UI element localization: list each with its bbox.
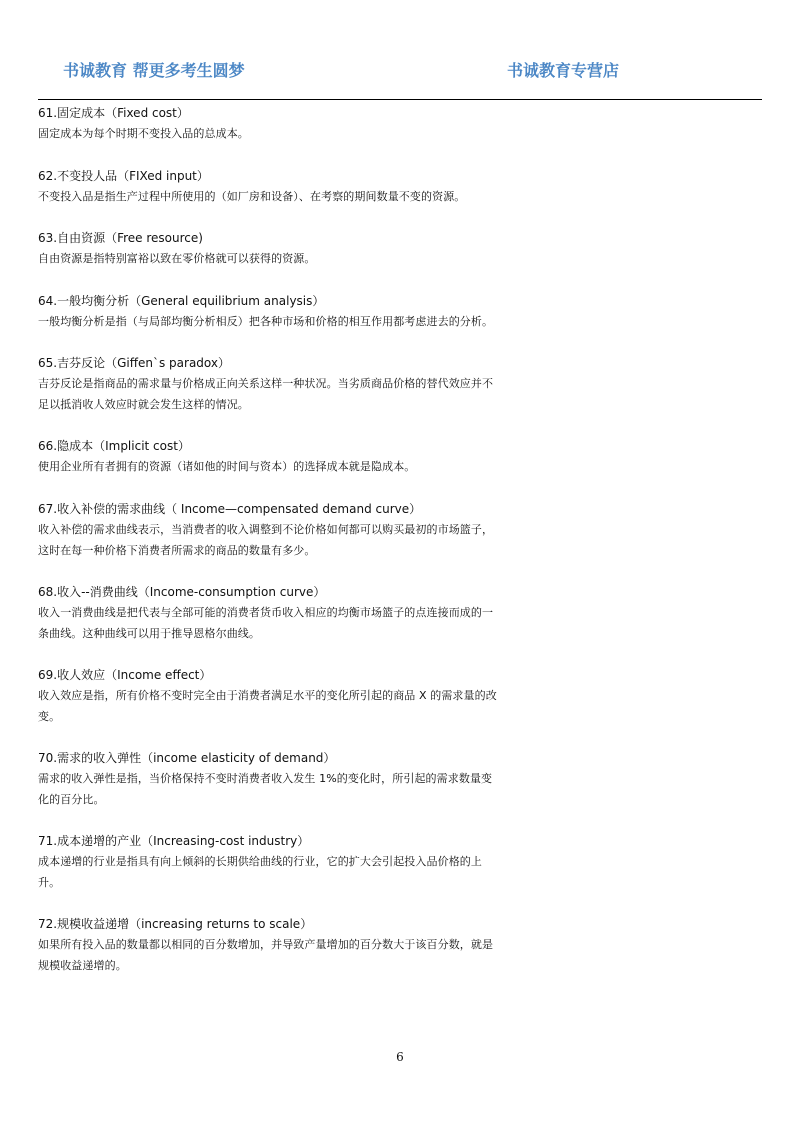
glossary-entries (38, 103, 500, 997)
entry-definition: 成本递增的行业是指具有向上倾斜的长期供给曲线的行业，它的扩大会引起投入品价格的上升。 (38, 855, 482, 889)
entry-title: 71.成本递增的产业（Increasing-cost industry） (38, 834, 310, 848)
glossary-entry-62 (38, 166, 500, 207)
entry-definition: 固定成本为每个时期不变投入品的总成本。 (38, 127, 249, 140)
entry-definition: 不变投入品是指生产过程中所使用的（如厂房和设备）、在考察的期间数量不变的资源。 (38, 190, 466, 203)
page-number: 6 (396, 1050, 404, 1064)
entry-definition: 如果所有投入品的数量都以相同的百分数增加，并导致产量增加的百分数大于该百分数，就是规模收益递增的。 (38, 938, 494, 972)
glossary-entry-69 (38, 665, 500, 727)
entry-definition: 一般均衡分析是指（与局部均衡分析相反）把各种市场和价格的相互作用都考虑进去的分析。 (38, 315, 494, 328)
glossary-entry-72 (38, 914, 500, 976)
entry-title: 63.自由资源（Free resource) (38, 231, 203, 245)
entry-definition: 吉芬反论是指商品的需求量与价格成正向关系这样一种状况。当劣质商品价格的替代效应并不足以抵消收人效应时就会发生这样的情况。 (38, 377, 494, 411)
glossary-entry-63 (38, 228, 500, 269)
glossary-entry-65 (38, 353, 500, 415)
glossary-entry-64 (38, 291, 500, 332)
entry-title: 68.收入--消费曲线（Income-consumption curve） (38, 585, 326, 599)
glossary-entry-71 (38, 831, 500, 893)
glossary-entry-61 (38, 103, 500, 144)
glossary-entry-70 (38, 748, 500, 810)
header-store-name: 书诚教育专营店 (507, 61, 620, 80)
entry-definition: 收入效应是指，所有价格不变时完全由于消费者满足水平的变化所引起的商品 X 的需求量的改变。 (38, 689, 497, 723)
glossary-entry-68 (38, 582, 500, 644)
entry-title: 70.需求的收入弹性（income elasticity of demand） (38, 751, 336, 765)
entry-title: 72.规模收益递增（increasing returns to scale） (38, 917, 313, 931)
entry-title: 65.吉芬反论（Giffen`s paradox） (38, 356, 230, 370)
glossary-entry-67 (38, 499, 500, 561)
entry-definition: 自由资源是指特别富裕以致在零价格就可以获得的资源。 (38, 252, 316, 265)
entry-title: 66.隐成本（Implicit cost） (38, 439, 190, 453)
entry-definition: 使用企业所有者拥有的资源（诸如他的时间与资本）的选择成本就是隐成本。 (38, 460, 416, 473)
entry-definition: 需求的收入弹性是指，当价格保持不变时消费者收入发生 1%的变化时，所引起的需求数量变化的百分比。 (38, 772, 493, 806)
header-divider (38, 99, 762, 100)
entry-definition: 收入补偿的需求曲线表示，当消费者的收入调整到不论价格如何都可以购买最初的市场篮子，这时在每一种价格下消费者所需求的商品的数量有多少。 (38, 523, 494, 557)
glossary-entry-66 (38, 436, 500, 477)
entry-definition: 收入一消费曲线是把代表与全部可能的消费者货币收入相应的均衡市场篮子的点连接而成的一条曲线。这种曲线可以用于推导恩格尔曲线。 (38, 606, 494, 640)
entry-title: 69.收人效应（Income effect） (38, 668, 212, 682)
header-slogan: 书诚教育 帮更多考生圆梦 (63, 61, 245, 80)
entry-title: 62.不变投人品（FIXed input） (38, 169, 209, 183)
entry-title: 64.一般均衡分析（General equilibrium analysis） (38, 294, 325, 308)
entry-title: 61.固定成本（Fixed cost） (38, 106, 189, 120)
entry-title: 67.收入补偿的需求曲线（ Income—compensated demand curve） (38, 502, 422, 516)
